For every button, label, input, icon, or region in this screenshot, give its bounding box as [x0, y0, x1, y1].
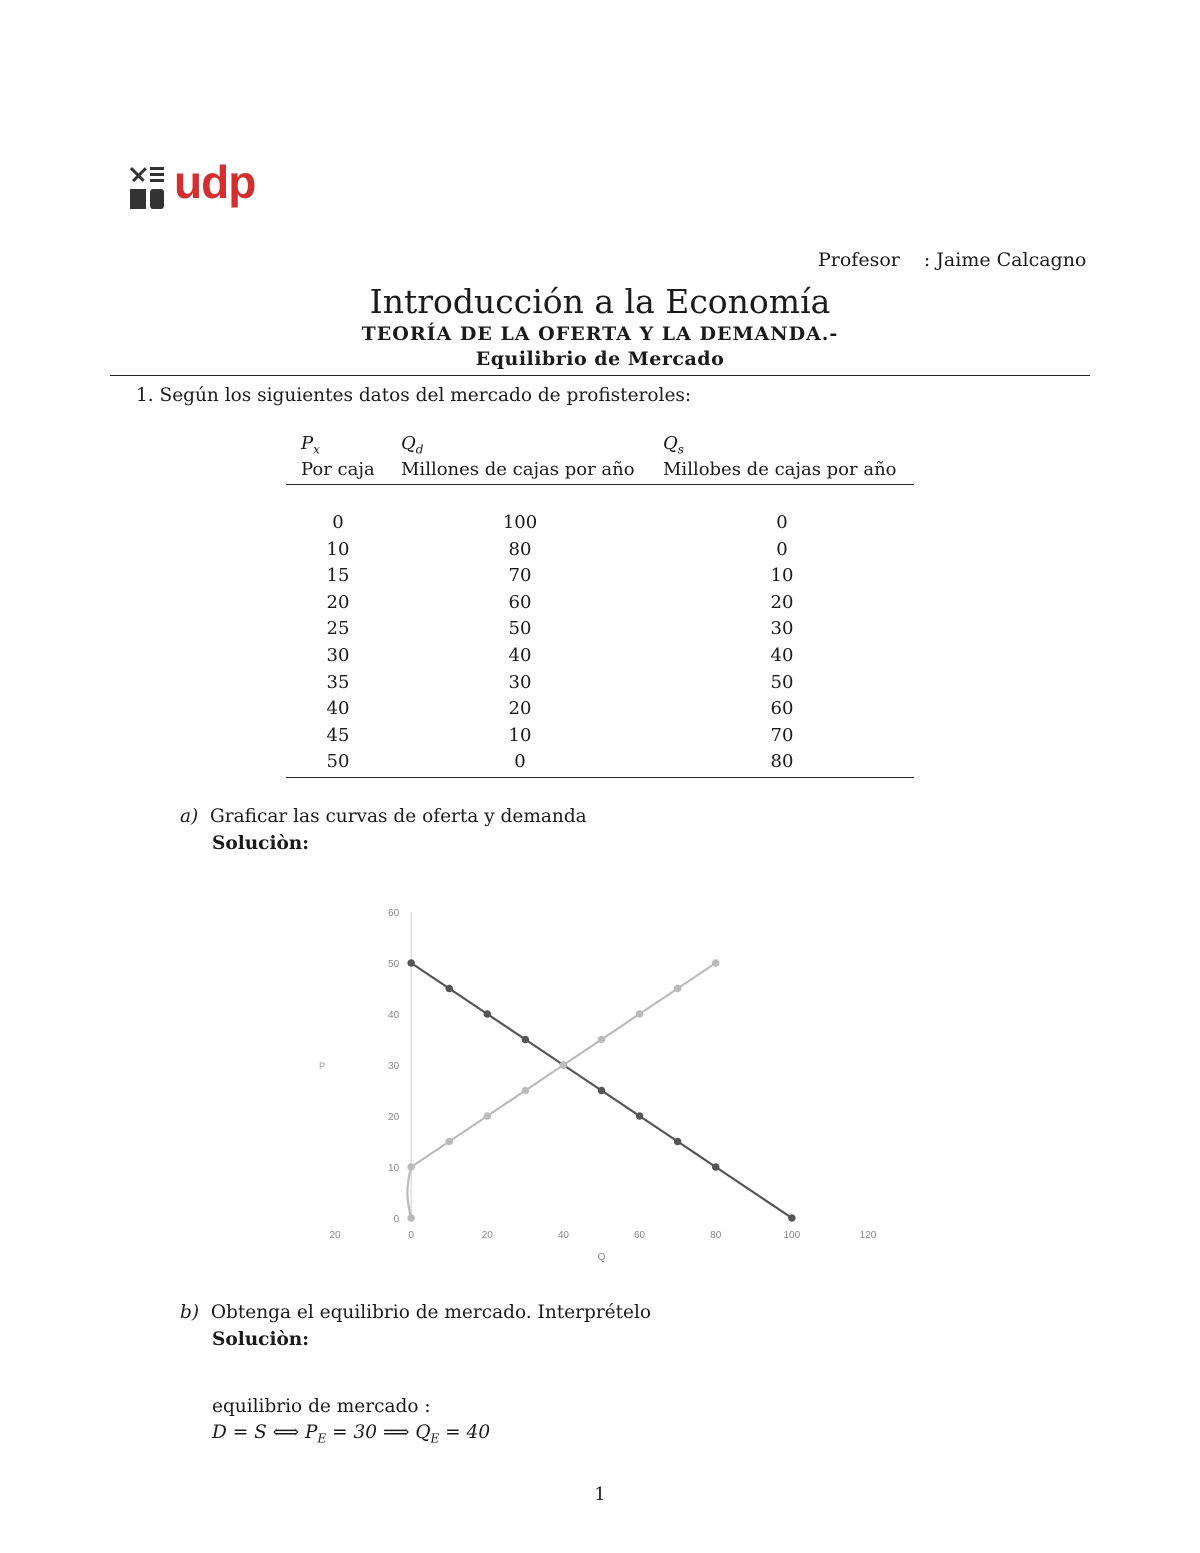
- supply-point: [407, 1214, 415, 1222]
- page-subtitle-secondary: Equilibrio de Mercado: [475, 348, 725, 370]
- part-b-question: b) Obtenga el equilibrio de mercado. Interprételo: [180, 1302, 652, 1323]
- part-a-question: a) Graficar las curvas de oferta y demanda: [180, 806, 587, 827]
- demand-point: [674, 1138, 682, 1146]
- y-tick-label: 10: [388, 1163, 400, 1174]
- y-tick-label: 20: [388, 1112, 400, 1123]
- table-cell: 60: [508, 591, 532, 613]
- x-tick-label: 0: [408, 1230, 414, 1241]
- demand-point: [636, 1112, 644, 1120]
- table-cell: 0: [776, 538, 788, 560]
- x-tick-label: 100: [783, 1230, 801, 1241]
- table-cell: 25: [326, 618, 350, 640]
- supply-point: [445, 1138, 453, 1146]
- x-axis-label: Q: [597, 1252, 606, 1263]
- y-tick-label: 50: [388, 959, 400, 970]
- table-cell: 10: [770, 565, 794, 587]
- supply-point: [483, 1112, 491, 1120]
- header-qs-desc: Millobes de cajas por año: [663, 459, 897, 480]
- part-a-solution-label: Soluciòn:: [212, 833, 310, 854]
- demand-point: [712, 1163, 720, 1171]
- supply-line: [407, 963, 715, 1218]
- table-cell: 35: [326, 671, 350, 693]
- table-cell: 70: [770, 724, 794, 746]
- x-tick-label: 20: [329, 1230, 341, 1241]
- table-cell: 40: [508, 645, 532, 666]
- table-cell: 100: [502, 512, 538, 533]
- table-cell: 50: [770, 671, 794, 693]
- table-cell: 10: [508, 724, 532, 746]
- table-cell: 40: [326, 698, 350, 720]
- x-tick-label: 40: [557, 1230, 569, 1241]
- table-cell: 0: [332, 512, 344, 533]
- page-subtitle: TEORÍA DE LA OFERTA Y LA DEMANDA.-: [361, 323, 839, 345]
- table-cell: 0: [776, 512, 788, 533]
- table-cell: 10: [326, 538, 350, 560]
- supply-point: [560, 1061, 568, 1069]
- y-tick-label: 30: [388, 1061, 400, 1072]
- udp-logo: [130, 156, 256, 215]
- demand-point: [522, 1036, 530, 1044]
- demand-point: [445, 985, 453, 993]
- table-cell: 45: [326, 724, 350, 746]
- professor-line: [818, 249, 1086, 271]
- table-cell: 60: [770, 698, 794, 720]
- header-qs-symbol: $Q_s$: [663, 433, 684, 457]
- page-number: 1: [594, 1484, 606, 1505]
- professor-label: Profesor: [818, 249, 900, 271]
- table-cell: 40: [770, 645, 794, 666]
- table-rule-top: [286, 484, 914, 485]
- y-tick-label: 60: [388, 908, 400, 919]
- supply-point: [712, 959, 720, 967]
- x-tick-label: 80: [710, 1230, 722, 1241]
- table-cell: 30: [326, 645, 350, 666]
- demand-point: [483, 1010, 491, 1018]
- table-cell: 30: [508, 671, 532, 693]
- table-cell: 50: [508, 618, 532, 640]
- supply-point: [407, 1163, 415, 1171]
- demand-point: [788, 1214, 796, 1222]
- table-cell: 80: [770, 751, 794, 773]
- table-cell: 80: [508, 538, 532, 560]
- table-cell: 20: [326, 591, 350, 613]
- header-qd-symbol: $Q_d$: [401, 433, 424, 457]
- question-1: 1. Según los siguientes datos del mercado de profisteroles:: [136, 385, 692, 406]
- header-qd-desc: Millones de cajas por año: [401, 459, 635, 480]
- supply-point: [674, 985, 682, 993]
- table-cell: 15: [326, 565, 350, 587]
- header-px-desc: Por caja: [301, 459, 375, 480]
- table-rule-bottom: [286, 777, 914, 778]
- table-cell: 20: [770, 591, 794, 613]
- table-cell: 30: [770, 618, 794, 640]
- supply-point: [522, 1087, 530, 1095]
- header-px-symbol: $P_x$: [301, 433, 320, 457]
- supply-demand-chart: [300, 890, 900, 1270]
- page-title: Introducción a la Economía: [369, 282, 831, 321]
- part-b-solution-label: Soluciòn:: [212, 1329, 310, 1350]
- equilibrium-formula: D = S ⟺ $P_E = 30$ ⟹ $Q_E = 40$: [212, 1422, 491, 1446]
- y-tick-label: 40: [388, 1010, 400, 1021]
- table-cell: 0: [514, 751, 526, 773]
- title-divider: [110, 375, 1090, 376]
- equilibrium-label: equilibrio de mercado :: [212, 1396, 431, 1417]
- x-tick-label: 20: [481, 1230, 493, 1241]
- demand-point: [598, 1087, 606, 1095]
- table-cell: 70: [508, 565, 532, 587]
- demand-point: [407, 959, 415, 967]
- table-cell: 50: [326, 751, 350, 773]
- x-tick-label: 60: [634, 1230, 646, 1241]
- supply-point: [598, 1036, 606, 1044]
- table-cell: 20: [508, 698, 532, 720]
- professor-name: : Jaime Calcagno: [923, 249, 1087, 271]
- y-tick-label: 0: [393, 1214, 400, 1225]
- supply-point: [636, 1010, 644, 1018]
- x-tick-label: 120: [859, 1230, 877, 1241]
- logo-wordmark: udp: [174, 156, 256, 208]
- udp-crest-icon: [130, 165, 164, 211]
- y-axis-label: P: [318, 1061, 326, 1071]
